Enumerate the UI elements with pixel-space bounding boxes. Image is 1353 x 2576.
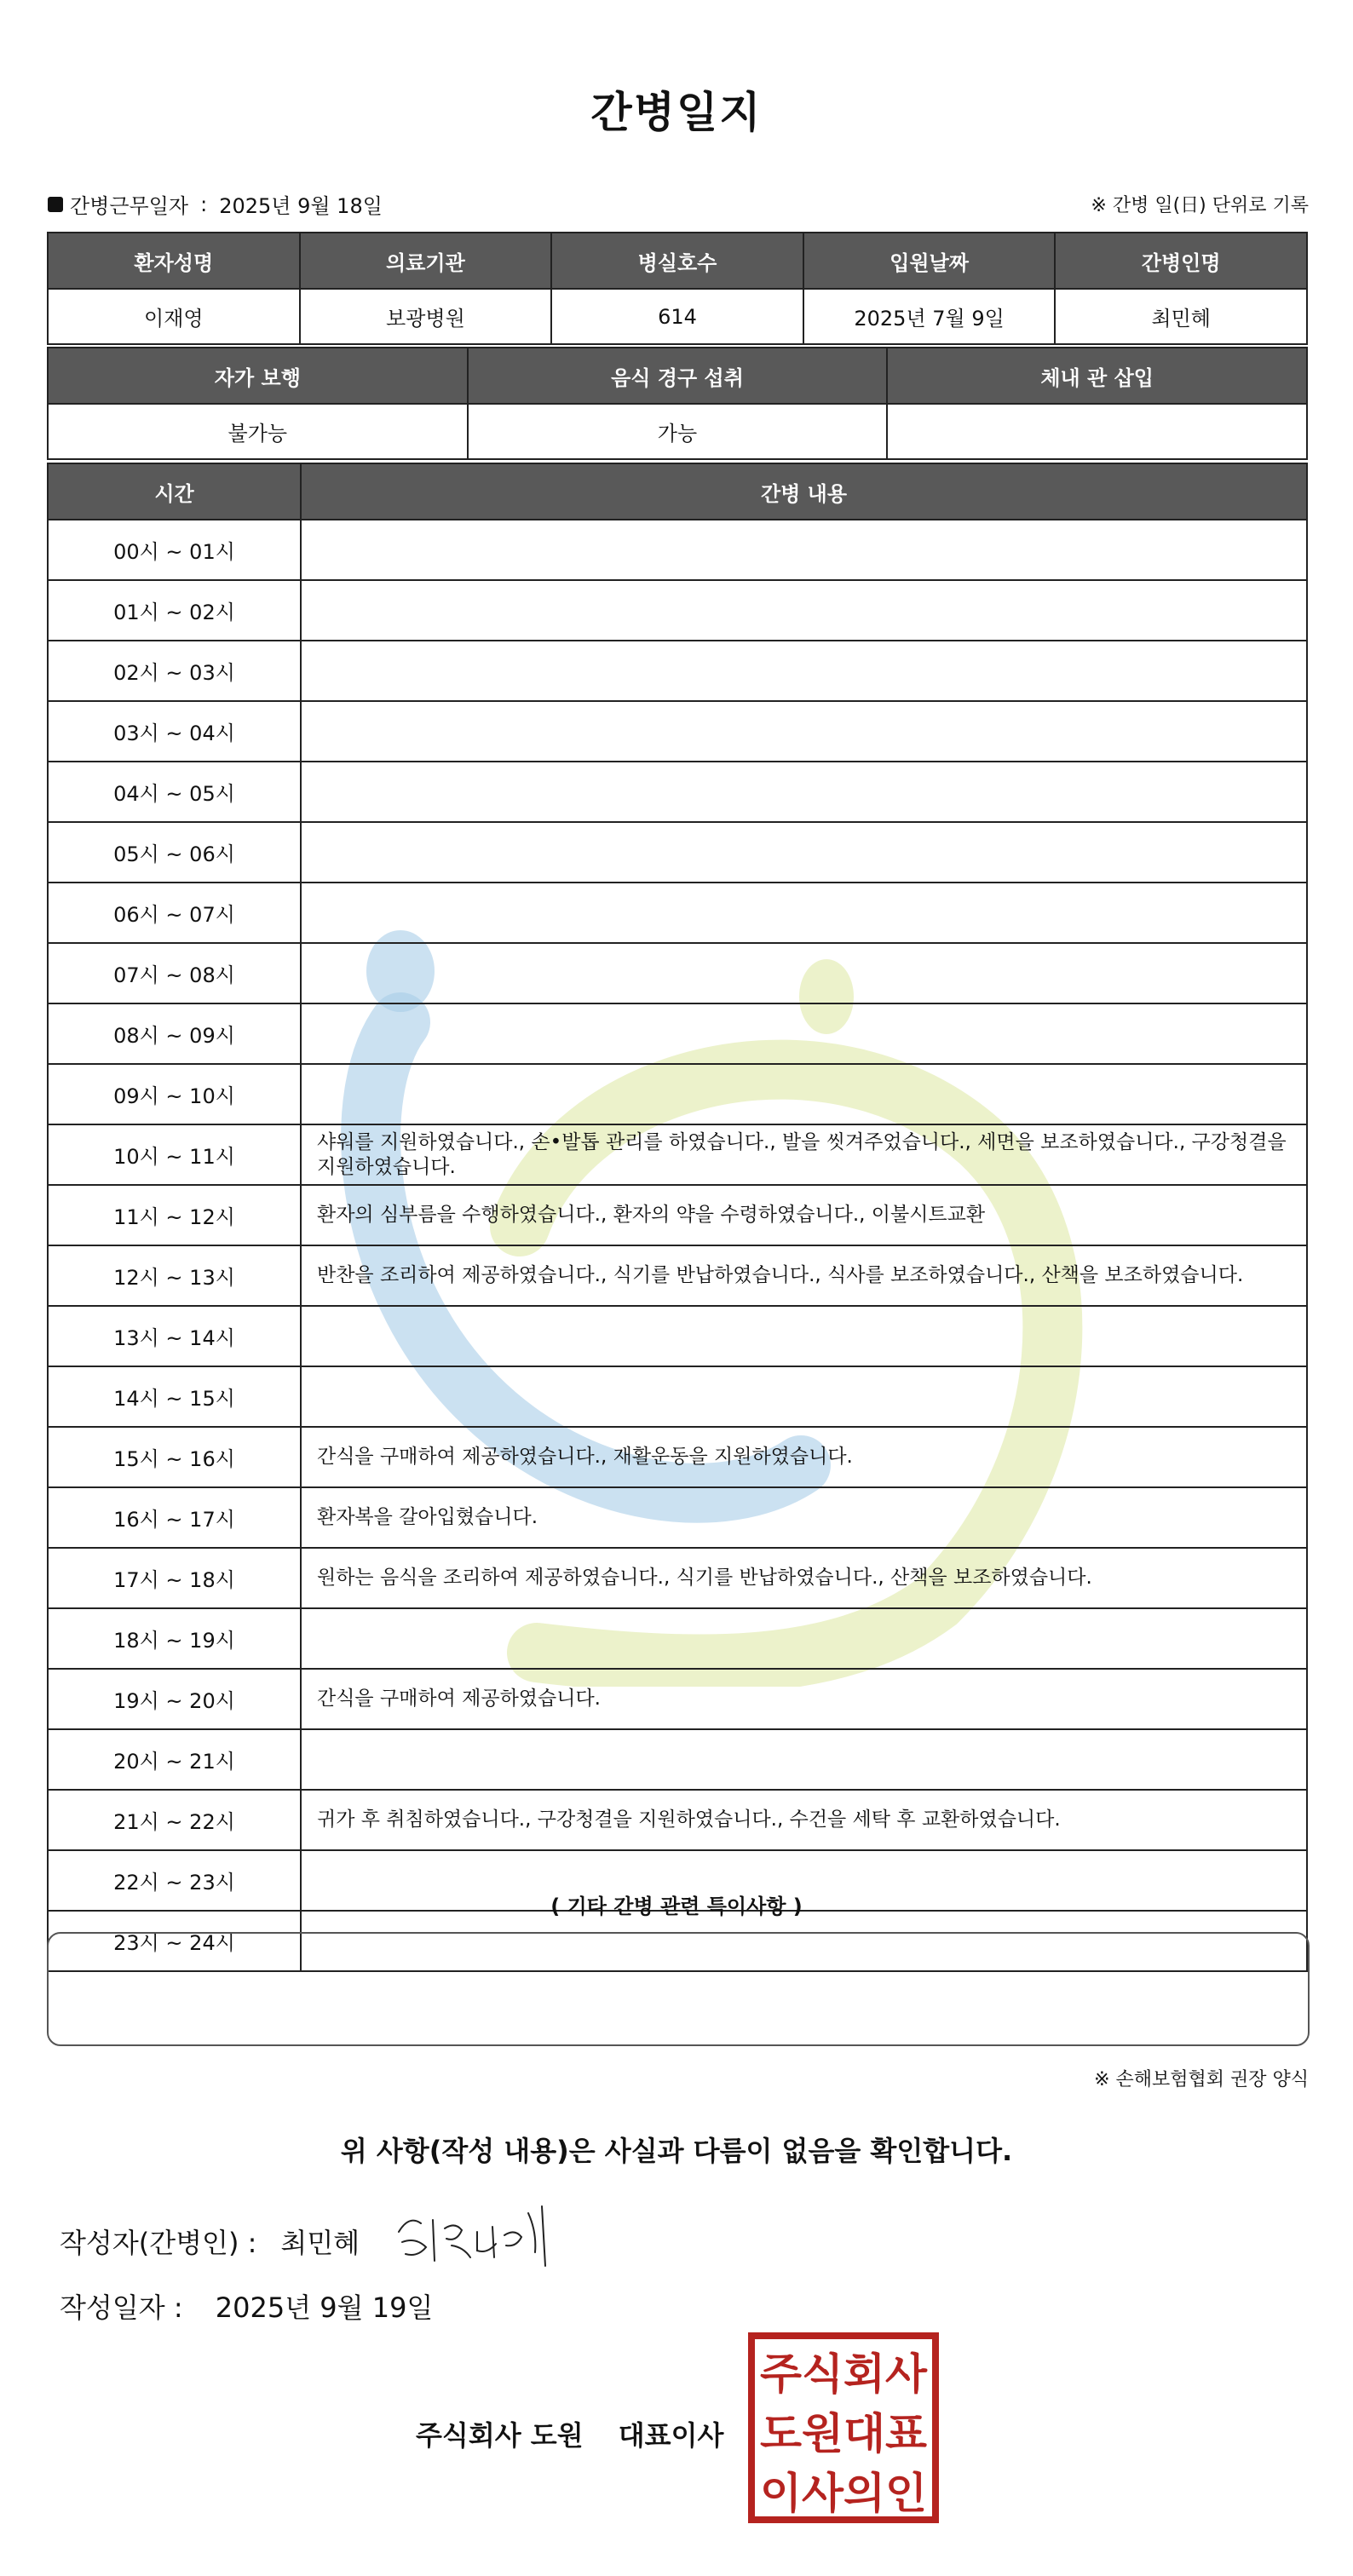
log-row	[48, 1669, 1307, 1729]
log-content	[301, 822, 1307, 883]
log-header-time: 시간	[48, 463, 301, 520]
log-time: 01시 ~ 02시	[48, 580, 301, 641]
log-time: 07시 ~ 08시	[48, 943, 301, 1003]
log-time: 05시 ~ 06시	[48, 822, 301, 883]
log-time: 19시 ~ 20시	[48, 1669, 301, 1729]
work-date-value: 2025년 9월 18일	[219, 194, 383, 218]
special-notes-box	[47, 1932, 1310, 2046]
log-content: 간식을 구매하여 제공하였습니다., 재활운동을 지원하였습니다.	[301, 1427, 1307, 1487]
walking-status: 불가능	[48, 404, 468, 459]
writer-name: 최민혜	[280, 2227, 360, 2259]
company-rep: 대표이사	[618, 2419, 724, 2452]
log-content	[301, 1306, 1307, 1366]
info-header: 입원날짜	[803, 233, 1056, 289]
log-content	[301, 1064, 1307, 1124]
log-time: 15시 ~ 16시	[48, 1427, 301, 1487]
log-content	[301, 701, 1307, 762]
work-date-sep: :	[200, 192, 208, 216]
write-date-label: 작성일자 :	[60, 2291, 183, 2324]
patient-name: 이재영	[48, 289, 300, 344]
log-content	[301, 943, 1307, 1003]
log-content: 귀가 후 취침하였습니다., 구강청결을 지원하였습니다., 수건을 세탁 후 교환하였습니다.	[301, 1790, 1307, 1850]
log-content: 원하는 음식을 조리하여 제공하였습니다., 식기를 반납하였습니다., 산책을 보조하였습니다.	[301, 1548, 1307, 1608]
log-header-content: 간병 내용	[301, 463, 1307, 520]
log-time: 04시 ~ 05시	[48, 762, 301, 822]
log-time: 03시 ~ 04시	[48, 701, 301, 762]
log-time: 10시 ~ 11시	[48, 1124, 301, 1185]
status-header: 체내 관 삽입	[887, 348, 1307, 404]
log-time: 00시 ~ 01시	[48, 520, 301, 580]
tube-insertion-status	[887, 404, 1307, 459]
info-header: 의료기관	[300, 233, 552, 289]
log-time: 23시 ~ 24시	[48, 1911, 301, 1971]
log-row	[48, 822, 1307, 883]
log-content	[301, 1003, 1307, 1064]
log-row	[48, 701, 1307, 762]
log-content: 샤워를 지원하였습니다., 손•발톱 관리를 하였습니다., 발을 씻겨주었습니다., 세면을 보조하였습니다., 구강청결을 지원하였습니다.	[301, 1124, 1307, 1185]
log-row	[48, 580, 1307, 641]
log-content: 간식을 구매하여 제공하였습니다.	[301, 1669, 1307, 1729]
log-row	[48, 1064, 1307, 1124]
log-content	[301, 883, 1307, 943]
log-row	[48, 883, 1307, 943]
log-time: 22시 ~ 23시	[48, 1850, 301, 1911]
log-row	[48, 1427, 1307, 1487]
info-header: 병실호수	[551, 233, 803, 289]
log-time: 13시 ~ 14시	[48, 1306, 301, 1366]
log-row	[48, 762, 1307, 822]
log-time: 06시 ~ 07시	[48, 883, 301, 943]
company-name: 주식회사 도원	[416, 2419, 584, 2452]
page-title: 간병일지	[590, 88, 763, 137]
log-row	[48, 641, 1307, 701]
log-time: 02시 ~ 03시	[48, 641, 301, 701]
log-time: 18시 ~ 19시	[48, 1608, 301, 1669]
log-row	[48, 1003, 1307, 1064]
log-row	[48, 1366, 1307, 1427]
handwritten-signature	[392, 2198, 562, 2274]
log-content	[301, 762, 1307, 822]
log-row	[48, 1548, 1307, 1608]
caregiver-name: 최민혜	[1055, 289, 1307, 344]
log-content: 환자의 심부름을 수행하였습니다., 환자의 약을 수령하였습니다., 이불시트교환	[301, 1185, 1307, 1245]
bullet-square-icon	[48, 197, 63, 212]
info-header: 간병인명	[1055, 233, 1307, 289]
recommend-note: ※ 손해보험협회 권장 양식	[1094, 2069, 1309, 2090]
patient-status-table	[47, 347, 1308, 460]
company-line	[416, 2414, 723, 2453]
svg-text:주식회사: 주식회사	[760, 2349, 928, 2399]
log-row	[48, 943, 1307, 1003]
patient-info-table	[47, 232, 1308, 345]
log-content	[301, 1729, 1307, 1790]
status-header: 자가 보행	[48, 348, 468, 404]
log-row	[48, 1608, 1307, 1669]
special-notes-title: ( 기타 간병 관련 특이사항 )	[550, 1895, 803, 1918]
log-row	[48, 1729, 1307, 1790]
log-time: 14시 ~ 15시	[48, 1366, 301, 1427]
log-time: 09시 ~ 10시	[48, 1064, 301, 1124]
log-row	[48, 1124, 1307, 1185]
log-row	[48, 1790, 1307, 1850]
admission-date: 2025년 7월 9일	[803, 289, 1056, 344]
log-time: 20시 ~ 21시	[48, 1729, 301, 1790]
company-seal-stamp	[748, 2332, 939, 2523]
writer-line	[60, 2222, 360, 2261]
log-time: 12시 ~ 13시	[48, 1245, 301, 1306]
care-log-table	[47, 463, 1308, 1972]
room-number: 614	[551, 289, 803, 344]
write-date-line	[60, 2286, 433, 2326]
work-date	[48, 189, 383, 219]
log-row	[48, 1306, 1307, 1366]
log-content: 반찬을 조리하여 제공하였습니다., 식기를 반납하였습니다., 식사를 보조하였습니다., 산책을 보조하였습니다.	[301, 1245, 1307, 1306]
write-date-value: 2025년 9월 19일	[215, 2291, 434, 2324]
log-time: 21시 ~ 22시	[48, 1790, 301, 1850]
writer-label: 작성자(간병인) :	[60, 2227, 257, 2259]
log-content	[301, 641, 1307, 701]
log-content	[301, 580, 1307, 641]
unit-note: ※ 간병 일(日) 단위로 기록	[1091, 195, 1309, 216]
svg-text:이사의인: 이사의인	[760, 2469, 927, 2518]
log-row	[48, 1487, 1307, 1548]
work-date-label: 간병근무일자	[70, 194, 189, 218]
hospital-name: 보광병원	[300, 289, 552, 344]
log-time: 08시 ~ 09시	[48, 1003, 301, 1064]
log-row	[48, 1185, 1307, 1245]
confirm-statement: 위 사항(작성 내용)은 사실과 다름이 없음을 확인합니다.	[340, 2135, 1013, 2167]
log-row	[48, 1245, 1307, 1306]
log-content: 환자복을 갈아입혔습니다.	[301, 1487, 1307, 1548]
log-content	[301, 1608, 1307, 1669]
log-row	[48, 520, 1307, 580]
log-content	[301, 1366, 1307, 1427]
log-time: 17시 ~ 18시	[48, 1548, 301, 1608]
log-content	[301, 520, 1307, 580]
oral-intake-status: 가능	[468, 404, 888, 459]
status-header: 음식 경구 섭취	[468, 348, 888, 404]
log-time: 16시 ~ 17시	[48, 1487, 301, 1548]
svg-text:도원대표: 도원대표	[760, 2409, 928, 2458]
log-time: 11시 ~ 12시	[48, 1185, 301, 1245]
info-header: 환자성명	[48, 233, 300, 289]
